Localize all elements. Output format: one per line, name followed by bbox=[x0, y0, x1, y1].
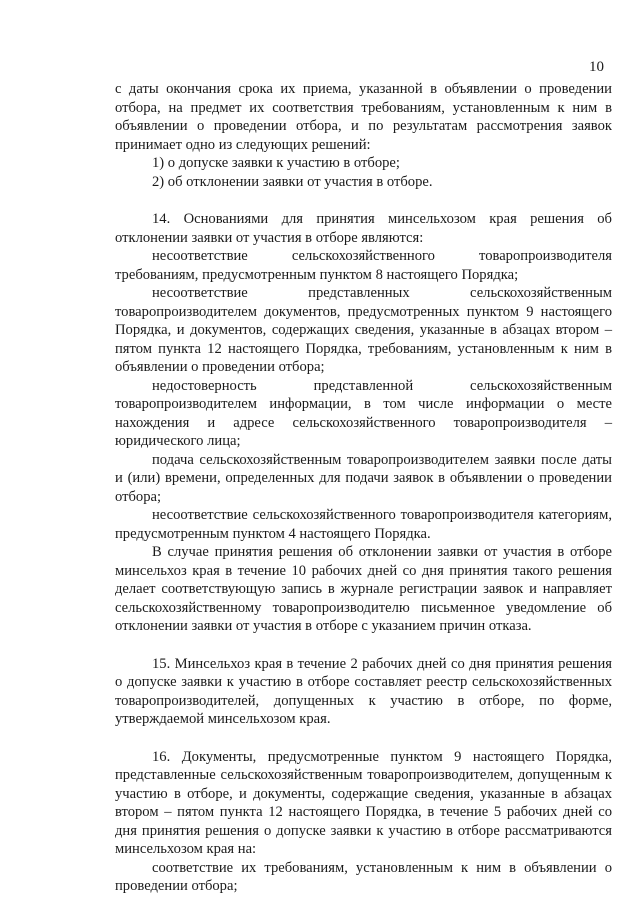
paragraph-spacer bbox=[115, 191, 612, 210]
document-body bbox=[115, 80, 612, 896]
paragraph: 15. Минсельхоз края в течение 2 рабочих дней со дня принятия решения о допуске заявки к участию в отборе составляет реестр сельскохозяйственных товаропроизводителей, допущенных к участию в отборе, по форме, утверждаемой минсельхозом края. bbox=[115, 655, 612, 727]
paragraph: соответствие их требованиям, установленным к ним в объявлении о проведении отбора; bbox=[115, 859, 612, 894]
paragraph: В случае принятия решения об отклонении заявки от участия в отборе минсельхоз края в течение 10 рабочих дней со дня принятия такого решения делает соответствующую запись в журнале регистрации заявок и направляет сельскохозяйственному товаропроизводителю письменное уведомление об отклонении заявки от участия в отборе с указанием причин отказа. bbox=[115, 544, 612, 634]
paragraph: подача сельскохозяйственным товаропроизводителем заявки после даты и (или) времени, определенных для подачи заявок в объявлении о проведении отбора; bbox=[115, 451, 612, 505]
page-number: 10 bbox=[589, 59, 604, 75]
paragraph: несоответствие сельскохозяйственного товаропроизводителя требованиям, предусмотренным пунктом 8 настоящего Порядка; bbox=[115, 248, 612, 283]
paragraph: 14. Основаниями для принятия минсельхозом края решения об отклонении заявки от участия в отборе являются: bbox=[115, 211, 612, 246]
paragraph: недостоверность представленной сельскохозяйственным товаропроизводителем информации, в том числе информации о месте нахождения и адресе сельскохозяйственного товаропроизводителя – юридического лица; bbox=[115, 377, 612, 449]
paragraph: с даты окончания срока их приема, указанной в объявлении о проведении отбора, на предмет их соответствия требованиям, установленным к ним в объявлении о проведении отбора, и по результатам рассмотрения заявок принимает одно из следующих решений: bbox=[115, 81, 612, 153]
paragraph: несоответствие представленных сельскохозяйственным товаропроизводителем документов, предусмотренных пунктом 9 настоящего Порядка, и документов, содержащих сведения, указанные в абзацах втором – пятом пункта 12 настоящего Порядка, требованиям, установленным к ним в объявлении о проведении отбора; bbox=[115, 285, 612, 375]
paragraph: несоответствие сельскохозяйственного товаропроизводителя категориям, предусмотренным пунктом 4 настоящего Порядка. bbox=[115, 507, 612, 542]
paragraph-spacer bbox=[115, 729, 612, 748]
paragraph: 1) о допуске заявки к участию в отборе; bbox=[152, 155, 400, 171]
paragraph-spacer bbox=[115, 636, 612, 655]
paragraph: 2) об отклонении заявки от участия в отборе. bbox=[152, 173, 433, 190]
paragraph: 16. Документы, предусмотренные пунктом 9 настоящего Порядка, представленные сельскохозяйственным товаропроизводителем, допущенным к участию в отборе, и документы, содержащие сведения, указанные в абзацах втором – пятом пункта 12 настоящего Порядка, в течение 5 рабочих дней со дня принятия решения о допуске заявки к участию в отборе рассматриваются минсельхозом края на: bbox=[115, 748, 612, 857]
